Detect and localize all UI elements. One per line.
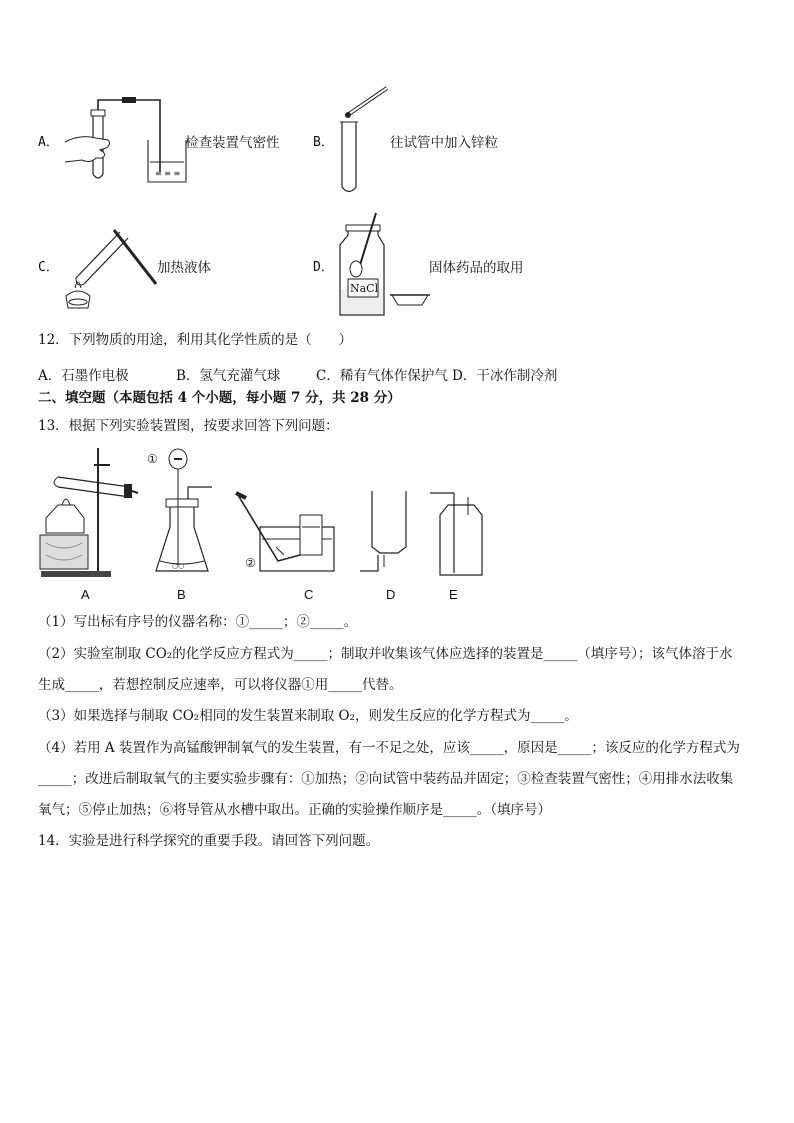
add-zinc-illustration <box>335 82 395 194</box>
marker-2: ② <box>245 556 256 570</box>
device-a <box>40 448 138 577</box>
option-d-caption: 固体药品的取用 <box>429 260 524 276</box>
q13-line: （1）写出标有序号的仪器名称：①_____；②_____。 <box>38 614 358 630</box>
device-label-e: E <box>449 587 458 602</box>
svg-text:○○: ○○ <box>172 562 185 570</box>
option-c-caption: 加热液体 <box>157 260 211 276</box>
q13-line: 氧气；⑤停止加热；⑥将导管从水槽中取出。正确的实验操作顺序是_____。（填序号） <box>38 802 551 818</box>
q12-stem: 12．下列物质的用途，利用其化学性质的是（ ） <box>38 332 353 348</box>
section-title: 二、填空题（本题包括 4 个小题，每小题 7 分，共 28 分） <box>38 390 401 406</box>
q13-line: （4）若用 A 装置作为高锰酸钾制氧气的发生装置，有一不足之处，应该_____，原因是_____；该反应的化学方程式为 <box>38 740 740 756</box>
device-label-d: D <box>386 587 396 602</box>
option-letter-c: C． <box>38 260 59 275</box>
q12-option-b: B．氢气充灌气球 <box>176 368 281 384</box>
heating-liquid-illustration <box>58 218 163 313</box>
q13-line: _____；改进后制取氧气的主要实验步骤有：①加热；②向试管中装药品并固定；③检查装置气密性；④用排水法收集 <box>38 771 734 787</box>
option-a-caption: 检查装置气密性 <box>185 135 280 151</box>
airtightness-check-illustration <box>60 92 190 187</box>
option-letter-d: D． <box>313 260 334 275</box>
q12-option-d: D．干冰作制冷剂 <box>452 368 558 384</box>
device-label-b: B <box>177 587 186 602</box>
q13-stem: 13．根据下列实验装置图，按要求回答下列问题： <box>38 418 339 434</box>
device-label-a: A <box>81 587 90 602</box>
device-b <box>156 449 212 571</box>
svg-text:≡ ≡ ≡: ≡ ≡ ≡ <box>155 169 181 178</box>
option-letter-a: A． <box>38 135 59 150</box>
q14-stem: 14．实验是进行科学探究的重要手段。请回答下列问题。 <box>38 833 380 849</box>
nacl-label: NaCl <box>350 282 379 295</box>
q12-option-a: A．石墨作电极 <box>38 368 129 384</box>
apparatus-diagram <box>38 443 488 583</box>
marker-1: ① <box>147 452 158 466</box>
device-e <box>430 493 482 575</box>
q12-option-c: C．稀有气体作保护气 <box>316 368 448 384</box>
solid-reagent-illustration <box>336 207 436 319</box>
q13-line: （3）如果选择与制取 CO₂相同的发生装置来制取 O₂，则发生反应的化学方程式为_____。 <box>38 708 578 724</box>
q13-line: （2）实验室制取 CO₂的化学反应方程式为_____；制取并收集该气体应选择的装置是_____（填序号）；该气体溶于水 <box>38 646 733 662</box>
device-d <box>360 491 406 571</box>
option-letter-b: B． <box>313 135 334 150</box>
device-label-c: C <box>304 587 314 602</box>
option-b-caption: 往试管中加入锌粒 <box>390 135 498 151</box>
q13-line: 生成_____，若想控制反应速率，可以将仪器①用_____代替。 <box>38 677 403 693</box>
